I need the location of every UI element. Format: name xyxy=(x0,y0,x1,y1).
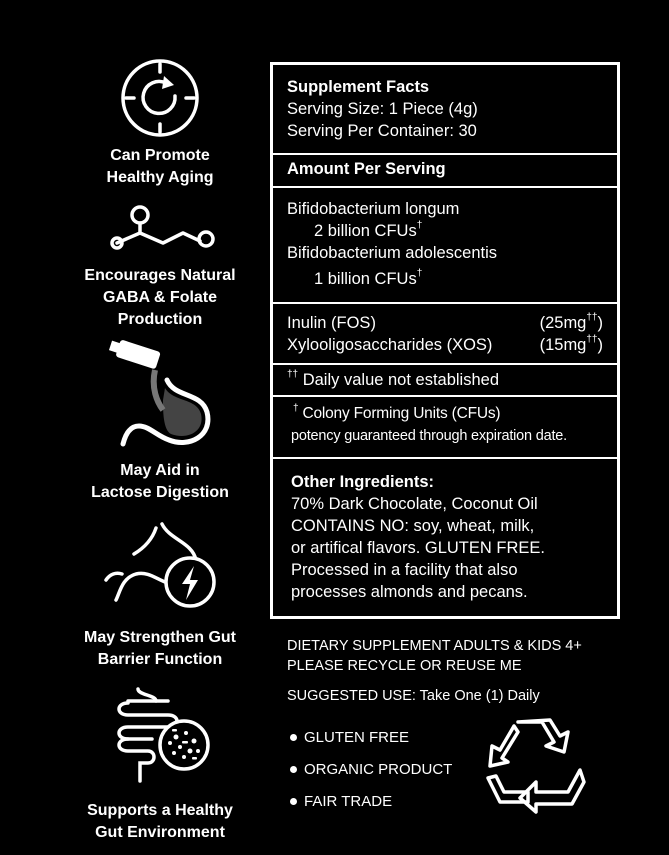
benefit-label-line: May Strengthen Gut xyxy=(83,629,236,646)
stomach-milk-icon xyxy=(105,340,220,455)
benefit-label-line: Encourages Natural xyxy=(84,267,236,284)
amount-per-serving: Amount Per Serving xyxy=(287,160,446,178)
facts-title: Supplement Facts xyxy=(287,78,430,96)
recycle-note: PLEASE RECYCLE OR REUSE ME xyxy=(287,658,522,674)
cfu-note: † Colony Forming Units (CFUs) xyxy=(293,403,501,422)
amount-header-section xyxy=(273,155,617,188)
badge-organic: ORGANIC PRODUCT xyxy=(290,760,452,780)
benefit-label-line: Lactose Digestion xyxy=(91,484,229,501)
other-ingredient-line: CONTAINS NO: soy, wheat, milk, xyxy=(291,517,535,535)
other-ingredient-line: 70% Dark Chocolate, Coconut Oil xyxy=(291,495,538,513)
benefit-label-line: Production xyxy=(117,311,203,328)
other-ingredient-line: or artifical flavors. GLUTEN FREE. xyxy=(291,539,545,557)
intestine-bacteria-icon xyxy=(108,685,213,785)
potency-note: potency guaranteed through expiration date. xyxy=(291,428,567,444)
benefit-label-line: Supports a Healthy xyxy=(87,802,233,819)
servings-per-container: Serving Per Container: 30 xyxy=(287,122,477,140)
suggested-use: SUGGESTED USE: Take One (1) Daily xyxy=(287,688,540,704)
strain-name: Bifidobacterium adolescentis xyxy=(287,244,498,262)
benefit-label-line: Can Promote xyxy=(110,147,210,164)
other-ingredients-title: Other Ingredients: xyxy=(291,473,435,491)
benefit-label-line: Gut Environment xyxy=(95,824,225,841)
molecule-icon xyxy=(105,203,220,258)
cfu-note-section xyxy=(273,397,617,459)
fiber-row: Inulin (FOS) (25mg††) xyxy=(287,312,603,332)
fiber-row: Xylooligosaccharides (XOS) (15mg††) xyxy=(287,334,603,354)
facts-header-section xyxy=(273,65,617,155)
dietary-note: DIETARY SUPPLEMENT ADULTS & KIDS 4+ xyxy=(287,638,582,654)
benefit-label-line: May Aid in xyxy=(120,462,200,479)
fiber-section xyxy=(273,304,617,365)
recycle-icon xyxy=(484,718,586,814)
bullet-dot-icon xyxy=(290,766,297,773)
dv-note: †† Daily value not established xyxy=(287,369,500,389)
benefit-label-line: Healthy Aging xyxy=(106,169,214,186)
serving-size: Serving Size: 1 Piece (4g) xyxy=(287,100,478,118)
strains-section xyxy=(273,188,617,304)
badge-fair-trade: FAIR TRADE xyxy=(290,792,392,812)
dv-note-section xyxy=(273,365,617,397)
strain-amount: 1 billion CFUs† xyxy=(314,268,423,288)
stomach-bolt-icon xyxy=(100,520,225,615)
benefit-label-line: GABA & Folate xyxy=(102,289,218,306)
supplement-facts-panel xyxy=(270,62,620,619)
badge-gluten-free: GLUTEN FREE xyxy=(290,728,409,748)
strain-amount: 2 billion CFUs† xyxy=(314,220,423,240)
other-ingredient-line: processes almonds and pecans. xyxy=(291,583,528,601)
bullet-dot-icon xyxy=(290,734,297,741)
other-ingredient-line: Processed in a facility that also xyxy=(291,561,518,579)
other-ingredients-section xyxy=(273,459,617,619)
bullet-dot-icon xyxy=(290,798,297,805)
strain-name: Bifidobacterium longum xyxy=(287,200,460,218)
benefit-label-line: Barrier Function xyxy=(97,651,223,668)
clock-cycle-icon xyxy=(120,58,200,138)
